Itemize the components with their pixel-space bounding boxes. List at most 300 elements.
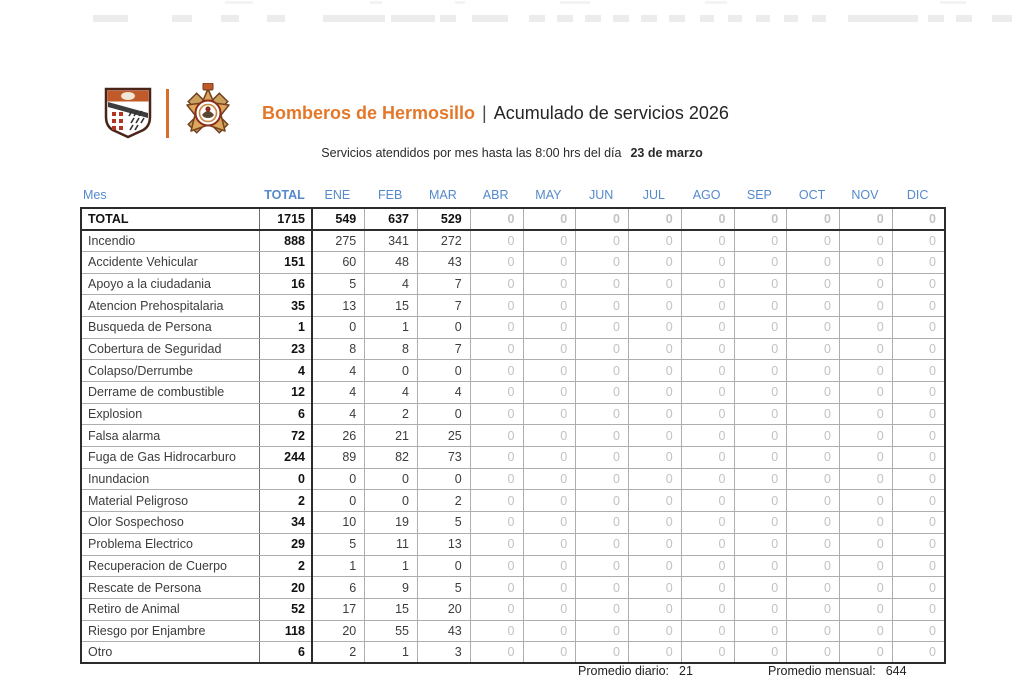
value-cell: 0 (892, 577, 945, 599)
value-cell: 3 (418, 642, 471, 664)
value-cell: 0 (734, 577, 787, 599)
value-cell: 0 (629, 598, 682, 620)
hermosillo-coat-of-arms-logo (103, 87, 153, 139)
value-cell: 6 (312, 577, 365, 599)
value-cell: 0 (576, 338, 629, 360)
value-cell: 0 (734, 447, 787, 469)
value-cell: 23 (259, 338, 312, 360)
table-row (81, 382, 945, 404)
value-cell: 0 (734, 316, 787, 338)
value-cell: 0 (576, 468, 629, 490)
value-cell: 0 (681, 360, 734, 382)
value-cell: 272 (418, 230, 471, 252)
value-cell: 10 (312, 512, 365, 534)
value-cell: 0 (523, 382, 576, 404)
table-row (81, 230, 945, 252)
value-cell: 0 (523, 403, 576, 425)
bomberos-badge-logo (181, 83, 235, 141)
value-cell: 0 (470, 468, 523, 490)
value-cell: 43 (418, 251, 471, 273)
table-row (81, 490, 945, 512)
value-cell: 0 (418, 468, 471, 490)
cropped-content-fragment (992, 15, 1012, 22)
value-cell: 0 (470, 620, 523, 642)
value-cell: 0 (840, 360, 893, 382)
monthly-average-value: 644 (885, 664, 907, 678)
value-cell: 0 (576, 295, 629, 317)
value-cell: 0 (629, 642, 682, 664)
cropped-content-fragment (705, 1, 727, 4)
value-cell: 0 (523, 620, 576, 642)
value-cell: 275 (312, 230, 365, 252)
column-header-row (80, 184, 944, 205)
value-cell: 0 (576, 251, 629, 273)
value-cell: 52 (259, 598, 312, 620)
column-header-ene: ENE (324, 187, 351, 202)
value-cell: 0 (840, 382, 893, 404)
value-cell: 0 (576, 598, 629, 620)
table-row (81, 338, 945, 360)
value-cell: 0 (365, 360, 418, 382)
cropped-content-fragment (529, 15, 545, 22)
value-cell: 73 (418, 447, 471, 469)
value-cell: 0 (840, 295, 893, 317)
daily-average (578, 664, 693, 678)
value-cell: 0 (629, 447, 682, 469)
logo-divider (166, 89, 169, 138)
value-cell: 0 (681, 490, 734, 512)
value-cell: 1 (365, 555, 418, 577)
value-cell: 2 (365, 403, 418, 425)
value-cell: 0 (840, 273, 893, 295)
value-cell: 7 (418, 295, 471, 317)
value-cell: 0 (418, 360, 471, 382)
value-cell: 5 (312, 533, 365, 555)
value-cell: 82 (365, 447, 418, 469)
value-cell: 4 (259, 360, 312, 382)
value-cell: 0 (840, 208, 893, 230)
table-row (81, 512, 945, 534)
value-cell: 0 (892, 273, 945, 295)
cropped-content-fragment (756, 15, 770, 22)
cropped-content-fragment (848, 15, 918, 22)
value-cell: 0 (523, 295, 576, 317)
value-cell: 0 (576, 620, 629, 642)
cropped-content-fragment (225, 1, 253, 4)
cropped-content-fragment (728, 15, 742, 22)
row-label: Incendio (81, 230, 259, 252)
value-cell: 0 (787, 273, 840, 295)
value-cell: 0 (681, 425, 734, 447)
value-cell: 0 (840, 490, 893, 512)
value-cell: 0 (734, 360, 787, 382)
value-cell: 0 (787, 490, 840, 512)
value-cell: 21 (365, 425, 418, 447)
value-cell: 0 (681, 316, 734, 338)
value-cell: 13 (312, 295, 365, 317)
value-cell: 0 (892, 490, 945, 512)
value-cell: 0 (523, 642, 576, 664)
value-cell: 1715 (259, 208, 312, 230)
value-cell: 1 (312, 555, 365, 577)
value-cell: 6 (259, 403, 312, 425)
row-label: Accidente Vehicular (81, 251, 259, 273)
value-cell: 0 (787, 425, 840, 447)
value-cell: 26 (312, 425, 365, 447)
value-cell: 0 (787, 447, 840, 469)
value-cell: 0 (840, 468, 893, 490)
value-cell: 0 (523, 533, 576, 555)
row-label: Busqueda de Persona (81, 316, 259, 338)
value-cell: 15 (365, 598, 418, 620)
table-row (81, 533, 945, 555)
cropped-content-fragment (172, 15, 192, 22)
value-cell: 4 (312, 382, 365, 404)
value-cell: 0 (523, 512, 576, 534)
value-cell: 0 (576, 642, 629, 664)
value-cell: 0 (365, 490, 418, 512)
value-cell: 0 (312, 316, 365, 338)
value-cell: 0 (892, 620, 945, 642)
value-cell: 0 (787, 577, 840, 599)
value-cell: 20 (418, 598, 471, 620)
row-label: Colapso/Derrumbe (81, 360, 259, 382)
column-header-total: TOTAL (264, 187, 305, 202)
column-header-mar: MAR (428, 187, 457, 202)
column-header-feb: FEB (377, 187, 403, 202)
value-cell: 0 (734, 642, 787, 664)
table-row (81, 447, 945, 469)
value-cell: 0 (629, 555, 682, 577)
value-cell: 55 (365, 620, 418, 642)
value-cell: 549 (312, 208, 365, 230)
row-label: Recuperacion de Cuerpo (81, 555, 259, 577)
value-cell: 0 (418, 316, 471, 338)
value-cell: 0 (787, 403, 840, 425)
cropped-content-fragment (391, 15, 435, 22)
value-cell: 4 (365, 382, 418, 404)
column-header-ago: AGO (692, 187, 721, 202)
value-cell: 0 (734, 512, 787, 534)
value-cell: 13 (418, 533, 471, 555)
value-cell: 0 (470, 533, 523, 555)
value-cell: 34 (259, 512, 312, 534)
value-cell: 0 (418, 555, 471, 577)
table-row (81, 251, 945, 273)
value-cell: 0 (365, 468, 418, 490)
value-cell: 0 (681, 555, 734, 577)
value-cell: 0 (576, 490, 629, 512)
table-row (81, 642, 945, 664)
table-row (81, 273, 945, 295)
value-cell: 0 (470, 230, 523, 252)
value-cell: 0 (734, 598, 787, 620)
row-label: Problema Electrico (81, 533, 259, 555)
value-cell: 0 (523, 598, 576, 620)
cropped-content-fragment (956, 15, 972, 22)
value-cell: 0 (892, 208, 945, 230)
row-label: Olor Sospechoso (81, 512, 259, 534)
value-cell: 0 (576, 533, 629, 555)
title-separator: | (482, 103, 487, 123)
value-cell: 25 (418, 425, 471, 447)
page-title (262, 101, 729, 125)
value-cell: 0 (787, 251, 840, 273)
value-cell: 9 (365, 577, 418, 599)
value-cell: 1 (365, 316, 418, 338)
value-cell: 0 (734, 230, 787, 252)
value-cell: 0 (681, 533, 734, 555)
value-cell: 2 (418, 490, 471, 512)
value-cell: 0 (787, 295, 840, 317)
value-cell: 0 (629, 230, 682, 252)
value-cell: 0 (523, 273, 576, 295)
value-cell: 8 (312, 338, 365, 360)
value-cell: 43 (418, 620, 471, 642)
value-cell: 7 (418, 338, 471, 360)
value-cell: 0 (681, 273, 734, 295)
value-cell: 20 (259, 577, 312, 599)
cropped-content-fragment (267, 15, 285, 22)
value-cell: 0 (787, 316, 840, 338)
value-cell: 1 (259, 316, 312, 338)
value-cell: 0 (470, 273, 523, 295)
value-cell: 0 (892, 447, 945, 469)
cropped-content-fragment (323, 15, 385, 22)
value-cell: 0 (576, 208, 629, 230)
value-cell: 0 (312, 490, 365, 512)
column-header-mes: Mes (83, 187, 107, 202)
value-cell: 0 (681, 295, 734, 317)
value-cell: 0 (787, 555, 840, 577)
cropped-content-fragment (641, 15, 657, 22)
value-cell: 0 (840, 425, 893, 447)
value-cell: 0 (523, 208, 576, 230)
value-cell: 0 (734, 295, 787, 317)
column-header-sep: SEP (746, 187, 772, 202)
row-label: Derrame de combustible (81, 382, 259, 404)
table-row (81, 555, 945, 577)
cropped-content-fragment (613, 15, 629, 22)
value-cell: 0 (523, 447, 576, 469)
cropped-top-content (0, 0, 1024, 26)
value-cell: 0 (523, 338, 576, 360)
cropped-content-fragment (585, 15, 601, 22)
monthly-average (768, 664, 907, 678)
value-cell: 0 (470, 555, 523, 577)
value-cell: 0 (840, 577, 893, 599)
cropped-content-fragment (455, 1, 465, 4)
value-cell: 118 (259, 620, 312, 642)
value-cell: 0 (892, 338, 945, 360)
value-cell: 0 (523, 251, 576, 273)
row-label: Explosion (81, 403, 259, 425)
value-cell: 0 (629, 273, 682, 295)
value-cell: 0 (840, 533, 893, 555)
value-cell: 2 (259, 490, 312, 512)
value-cell: 0 (629, 577, 682, 599)
cropped-content-fragment (557, 15, 573, 22)
daily-average-label: Promedio diario: (578, 664, 670, 678)
table-row (81, 598, 945, 620)
value-cell: 0 (629, 425, 682, 447)
table-row (81, 295, 945, 317)
value-cell: 0 (840, 447, 893, 469)
value-cell: 151 (259, 251, 312, 273)
value-cell: 0 (470, 598, 523, 620)
value-cell: 0 (787, 360, 840, 382)
value-cell: 0 (576, 403, 629, 425)
value-cell: 0 (681, 208, 734, 230)
value-cell: 0 (629, 468, 682, 490)
value-cell: 19 (365, 512, 418, 534)
row-label: Inundacion (81, 468, 259, 490)
column-header-may: MAY (535, 187, 562, 202)
value-cell: 0 (892, 425, 945, 447)
value-cell: 0 (681, 512, 734, 534)
value-cell: 29 (259, 533, 312, 555)
cropped-content-fragment (93, 15, 128, 22)
value-cell: 0 (576, 555, 629, 577)
cropped-content-fragment (472, 15, 508, 22)
value-cell: 0 (681, 338, 734, 360)
cropped-content-fragment (928, 15, 944, 22)
value-cell: 0 (629, 382, 682, 404)
table-row (81, 403, 945, 425)
value-cell: 0 (629, 533, 682, 555)
subtitle-text: Servicios atendidos por mes hasta las 8:00 hrs del día (321, 146, 622, 160)
column-header-abr: ABR (482, 187, 509, 202)
value-cell: 17 (312, 598, 365, 620)
value-cell: 0 (629, 295, 682, 317)
value-cell: 0 (734, 403, 787, 425)
value-cell: 0 (734, 251, 787, 273)
value-cell: 0 (523, 490, 576, 512)
value-cell: 11 (365, 533, 418, 555)
services-table (80, 207, 946, 664)
table-column-headers (80, 184, 944, 205)
title-brand: Bomberos de Hermosillo (262, 103, 476, 123)
value-cell: 0 (892, 642, 945, 664)
subtitle-date: 23 de marzo (630, 146, 703, 160)
value-cell: 0 (523, 555, 576, 577)
value-cell: 0 (681, 577, 734, 599)
cropped-content-fragment (370, 1, 382, 4)
value-cell: 35 (259, 295, 312, 317)
value-cell: 16 (259, 273, 312, 295)
value-cell: 0 (734, 490, 787, 512)
value-cell: 0 (470, 447, 523, 469)
value-cell: 0 (681, 403, 734, 425)
value-cell: 0 (470, 382, 523, 404)
value-cell: 1 (365, 642, 418, 664)
value-cell: 0 (470, 251, 523, 273)
row-label: Riesgo por Enjambre (81, 620, 259, 642)
value-cell: 0 (470, 425, 523, 447)
value-cell: 0 (629, 512, 682, 534)
value-cell: 4 (312, 360, 365, 382)
value-cell: 0 (681, 251, 734, 273)
value-cell: 0 (523, 230, 576, 252)
value-cell: 89 (312, 447, 365, 469)
value-cell: 888 (259, 230, 312, 252)
value-cell: 0 (629, 208, 682, 230)
value-cell: 0 (470, 316, 523, 338)
value-cell: 0 (470, 642, 523, 664)
monthly-average-label: Promedio mensual: (768, 664, 876, 678)
value-cell: 0 (523, 468, 576, 490)
cropped-content-fragment (440, 15, 456, 22)
value-cell: 341 (365, 230, 418, 252)
value-cell: 0 (787, 468, 840, 490)
value-cell: 529 (418, 208, 471, 230)
value-cell: 4 (365, 273, 418, 295)
value-cell: 0 (840, 338, 893, 360)
value-cell: 0 (734, 273, 787, 295)
value-cell: 0 (734, 208, 787, 230)
value-cell: 0 (470, 295, 523, 317)
value-cell: 0 (629, 490, 682, 512)
value-cell: 0 (787, 382, 840, 404)
table-row (81, 360, 945, 382)
value-cell: 0 (840, 598, 893, 620)
value-cell: 0 (576, 447, 629, 469)
value-cell: 0 (259, 468, 312, 490)
value-cell: 0 (470, 490, 523, 512)
row-label: Retiro de Animal (81, 598, 259, 620)
value-cell: 0 (892, 533, 945, 555)
value-cell: 5 (312, 273, 365, 295)
cropped-content-fragment (560, 1, 590, 4)
value-cell: 0 (523, 425, 576, 447)
value-cell: 0 (787, 533, 840, 555)
value-cell: 48 (365, 251, 418, 273)
value-cell: 12 (259, 382, 312, 404)
value-cell: 0 (892, 468, 945, 490)
row-label: Atencion Prehospitalaria (81, 295, 259, 317)
value-cell: 0 (787, 230, 840, 252)
value-cell: 0 (681, 642, 734, 664)
daily-average-value: 21 (679, 664, 693, 678)
value-cell: 0 (892, 230, 945, 252)
value-cell: 0 (470, 208, 523, 230)
cropped-content-fragment (669, 15, 685, 22)
table-row (81, 620, 945, 642)
value-cell: 60 (312, 251, 365, 273)
value-cell: 0 (892, 251, 945, 273)
value-cell: 8 (365, 338, 418, 360)
value-cell: 0 (470, 403, 523, 425)
value-cell: 0 (576, 273, 629, 295)
value-cell: 0 (629, 251, 682, 273)
value-cell: 0 (681, 598, 734, 620)
value-cell: 7 (418, 273, 471, 295)
value-cell: 0 (840, 620, 893, 642)
column-header-dic: DIC (906, 187, 929, 202)
value-cell: 0 (470, 512, 523, 534)
value-cell: 0 (840, 251, 893, 273)
value-cell: 6 (259, 642, 312, 664)
value-cell: 5 (418, 577, 471, 599)
value-cell: 72 (259, 425, 312, 447)
total-row (81, 208, 945, 230)
value-cell: 0 (629, 338, 682, 360)
value-cell: 0 (734, 468, 787, 490)
value-cell: 2 (312, 642, 365, 664)
value-cell: 0 (892, 316, 945, 338)
cropped-content-fragment (221, 15, 239, 22)
value-cell: 0 (576, 425, 629, 447)
